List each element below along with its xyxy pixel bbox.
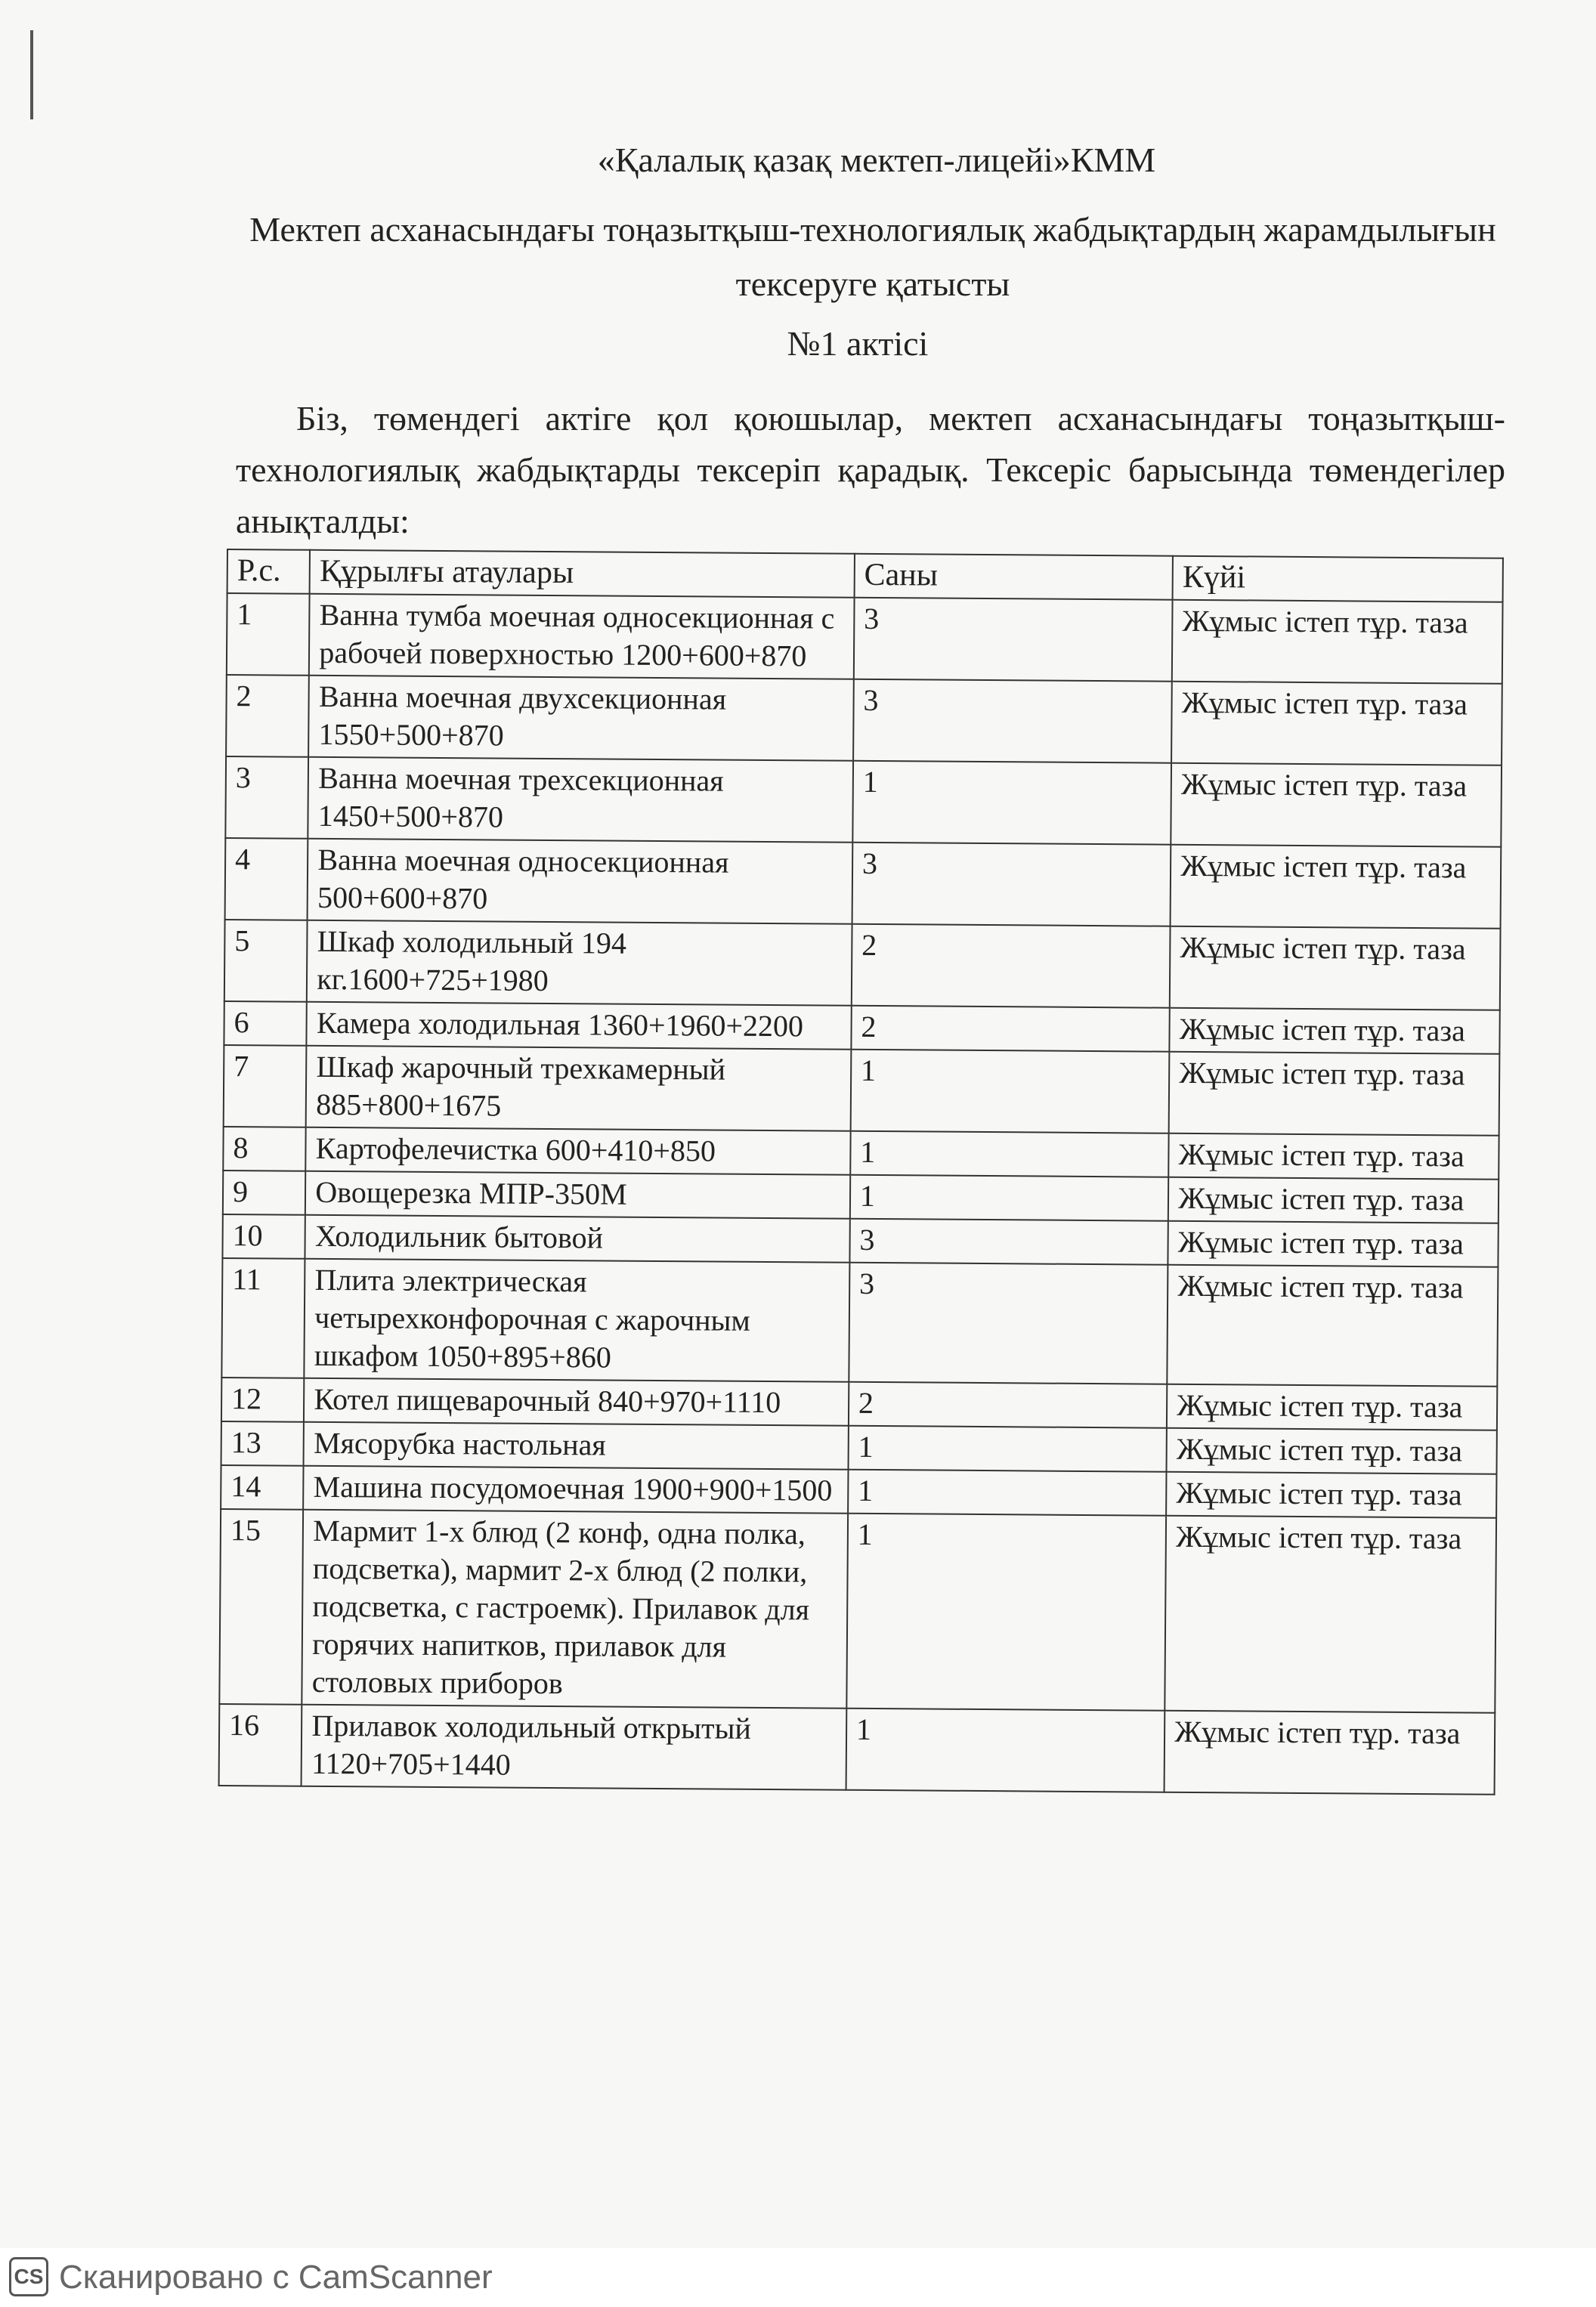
row-number-cell: 12: [221, 1378, 305, 1422]
row-quantity-cell: 1: [852, 761, 1171, 845]
equipment-table: [218, 549, 1504, 1795]
intro-paragraph: Біз, төмендегі актіге қол қоюшылар, мектеп асханасындағы тоңазытқыш-технологиялық жабдықтарды тексеріп қарадық. Тексеріс барысында төмендегілер анықталды:: [236, 399, 1505, 540]
row-quantity-cell: 3: [854, 598, 1173, 682]
row-quantity-cell: 1: [846, 1709, 1165, 1792]
table-row: [224, 920, 1501, 1010]
header-quantity: Саны: [854, 554, 1173, 600]
row-device-name-cell: Прилавок холодильный открытый 1120+705+1440: [302, 1705, 846, 1790]
row-quantity-cell: 1: [850, 1131, 1169, 1177]
row-number-cell: 10: [222, 1214, 305, 1259]
header-device-name: Құрылғы атаулары: [310, 550, 855, 598]
row-quantity-cell: 3: [853, 679, 1172, 763]
row-status-cell: Жұмыс істеп тұр. таза: [1171, 682, 1502, 765]
row-number-cell: 15: [219, 1509, 303, 1705]
row-status-cell: Жұмыс істеп тұр. таза: [1166, 1472, 1496, 1518]
row-number-cell: 3: [225, 756, 308, 839]
row-device-name-cell: Ванна тумба моечная односекционная с рабочей поверхностью 1200+600+870: [309, 594, 854, 679]
row-quantity-cell: 3: [849, 1219, 1168, 1265]
row-device-name-cell: Шкаф жарочный трехкамерный 885+800+1675: [306, 1046, 851, 1131]
row-quantity-cell: 2: [852, 924, 1171, 1008]
act-title: Мектеп асханасындағы тоңазытқыш-технологиялық жабдықтардың жарамдылығын тексеруге қатысты: [249, 210, 1496, 303]
table-row: [225, 838, 1502, 929]
row-number-cell: 5: [224, 920, 308, 1002]
header-number: Р.с.: [227, 549, 311, 594]
scanner-footer: [0, 2248, 1596, 2307]
row-number-cell: 8: [223, 1127, 306, 1171]
row-quantity-cell: 1: [850, 1175, 1169, 1221]
row-quantity-cell: 3: [852, 843, 1171, 926]
row-status-cell: Жұмыс істеп тұр. таза: [1168, 1221, 1499, 1267]
row-device-name-cell: Овощерезка МПР-350М: [305, 1171, 850, 1219]
act-number: №1 актісі: [787, 324, 929, 363]
row-number-cell: 13: [221, 1421, 305, 1466]
row-status-cell: Жұмыс істеп тұр. таза: [1170, 1008, 1500, 1054]
row-device-name-cell: Мясорубка настольная: [304, 1422, 849, 1470]
row-device-name-cell: Ванна моечная трехсекционная 1450+500+870: [308, 757, 853, 843]
row-status-cell: Жұмыс істеп тұр. таза: [1171, 845, 1502, 929]
row-number-cell: 16: [219, 1704, 302, 1786]
page-edge-mark: [30, 30, 33, 119]
row-status-cell: Жұмыс істеп тұр. таза: [1168, 1265, 1499, 1387]
row-number-cell: 2: [226, 675, 309, 757]
row-quantity-cell: 1: [848, 1426, 1167, 1472]
row-device-name-cell: Камера холодильная 1360+1960+2200: [307, 1002, 852, 1050]
table-row: [219, 1704, 1495, 1795]
row-device-name-cell: Картофелечистка 600+410+850: [306, 1127, 851, 1175]
row-device-name-cell: Ванна моечная односекционная 500+600+870: [308, 839, 852, 924]
table-row: [219, 1509, 1496, 1713]
row-device-name-cell: Мармит 1-х блюд (2 конф, одна полка, подсветка), мармит 2-х блюд (2 полки, подсветка, с гастроемк). Прилавок для горячих напитков, прилавок для столовых приборов: [302, 1510, 848, 1709]
table-row: [225, 756, 1502, 847]
row-device-name-cell: Машина посудомоечная 1900+900+1500: [303, 1466, 848, 1514]
row-status-cell: Жұмыс істеп тұр. таза: [1170, 926, 1501, 1010]
row-number-cell: 9: [223, 1171, 306, 1215]
row-number-cell: 6: [224, 1001, 307, 1046]
scanner-watermark-text: Сканировано с CamScanner: [59, 2259, 493, 2296]
row-number-cell: 1: [227, 593, 310, 676]
row-device-name-cell: Плита электрическая четырехконфорочная с жарочным шкафом 1050+895+860: [305, 1259, 850, 1382]
row-quantity-cell: 2: [851, 1006, 1170, 1052]
row-quantity-cell: 3: [849, 1263, 1168, 1384]
row-device-name-cell: Ванна моечная двухсекционная 1550+500+870: [308, 676, 853, 761]
row-quantity-cell: 1: [848, 1470, 1167, 1516]
camscanner-logo-icon: CS: [9, 2257, 48, 2296]
row-number-cell: 11: [221, 1258, 305, 1378]
row-status-cell: Жұмыс істеп тұр. таза: [1165, 1516, 1497, 1713]
row-status-cell: Жұмыс істеп тұр. таза: [1168, 1133, 1499, 1180]
table-body: [219, 593, 1503, 1795]
row-status-cell: Жұмыс істеп тұр. таза: [1167, 1428, 1497, 1474]
row-status-cell: Жұмыс істеп тұр. таза: [1172, 600, 1503, 684]
row-status-cell: Жұмыс істеп тұр. таза: [1168, 1177, 1499, 1223]
table-row: [221, 1258, 1498, 1387]
row-number-cell: 14: [221, 1465, 304, 1510]
table-row: [227, 593, 1503, 684]
row-quantity-cell: 1: [846, 1514, 1166, 1711]
row-status-cell: Жұмыс істеп тұр. таза: [1171, 763, 1502, 847]
row-device-name-cell: Шкаф холодильный 194 кг.1600+725+1980: [307, 920, 852, 1006]
row-status-cell: Жұмыс істеп тұр. таза: [1167, 1384, 1497, 1430]
header-status: Күйі: [1173, 556, 1503, 602]
row-device-name-cell: Холодильник бытовой: [305, 1215, 850, 1263]
row-number-cell: 4: [225, 838, 308, 920]
organization-title: «Қалалық қазақ мектеп-лицейі»КММ: [597, 141, 1156, 179]
row-number-cell: 7: [224, 1045, 307, 1127]
table-row: [224, 1045, 1500, 1136]
table-row: [226, 675, 1502, 765]
row-quantity-cell: 1: [850, 1050, 1169, 1133]
row-quantity-cell: 2: [849, 1382, 1168, 1428]
row-status-cell: Жұмыс істеп тұр. таза: [1165, 1711, 1495, 1795]
row-status-cell: Жұмыс істеп тұр. таза: [1169, 1052, 1500, 1136]
row-device-name-cell: Котел пищеварочный 840+970+1110: [304, 1378, 849, 1426]
